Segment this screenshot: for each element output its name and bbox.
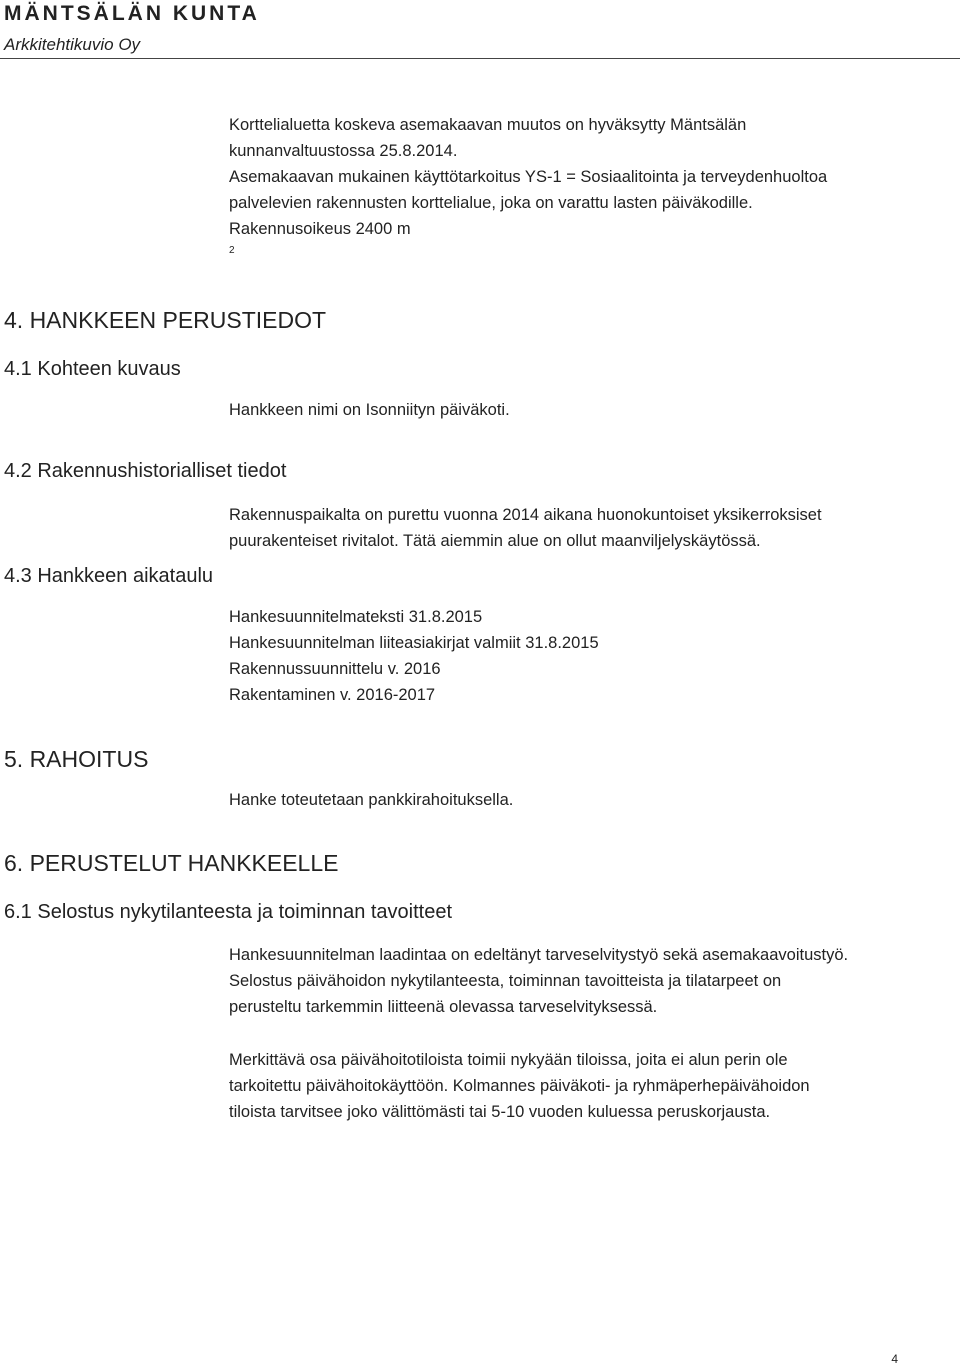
text-line: puurakenteiset rivitalot. Tätä aiemmin alue on ollut maanviljelyskäytössä. [229, 532, 761, 550]
section-4-2-text [229, 502, 822, 554]
intro-line: Korttelialuetta koskeva asemakaavan muutos on hyväksytty Mäntsälän [229, 116, 747, 134]
schedule-list [229, 604, 599, 708]
section-4-heading: 4. HANKKEEN PERUSTIEDOT [4, 307, 327, 333]
schedule-item: Rakennussuunnittelu v. 2016 [229, 660, 441, 678]
text-line: Hankesuunnitelman laadintaa on edeltänyt tarveselvitystyö sekä asemakaavoitustyö. [229, 946, 849, 964]
intro-line: Asemakaavan mukainen käyttötarkoitus YS-1 = Sosiaalitointa ja terveydenhuoltoa [229, 168, 828, 186]
text-line: Rakennuspaikalta on purettu vuonna 2014 aikana huonokuntoiset yksikerroksiset [229, 506, 822, 524]
schedule-item: Hankesuunnitelman liiteasiakirjat valmiit 31.8.2015 [229, 634, 599, 652]
section-6-heading: 6. PERUSTELUT HANKKEELLE [4, 850, 339, 876]
building-right-text: Rakennusoikeus 2400 m [229, 220, 411, 238]
page-number: 4 [891, 1352, 898, 1366]
section-5-text: Hanke toteutetaan pankkirahoituksella. [229, 791, 514, 809]
company-name: Arkkitehtikuvio Oy [4, 35, 141, 54]
text-line: Selostus päivähoidon nykytilanteesta, toiminnan tavoitteista ja tilatarpeet on [229, 972, 782, 990]
text-line: tarkoitettu päivähoitokäyttöön. Kolmannes päiväkoti- ja ryhmäperhepäivähoidon [229, 1077, 810, 1095]
section-6-1-heading: 6.1 Selostus nykytilanteesta ja toiminnan tavoitteet [4, 901, 453, 923]
section-6-1-paragraph-2 [229, 1047, 810, 1125]
section-4-3-heading: 4.3 Hankkeen aikataulu [4, 565, 214, 587]
section-4-2-heading: 4.2 Rakennushistorialliset tiedot [4, 460, 287, 482]
section-4-1-heading: 4.1 Kohteen kuvaus [4, 358, 181, 380]
organization-name: MÄNTSÄLÄN KUNTA [4, 2, 260, 25]
text-line: perusteltu tarkemmin liitteenä olevassa tarveselvityksessä. [229, 998, 658, 1016]
section-6-1-paragraph-1 [229, 942, 848, 1020]
schedule-item: Hankesuunnitelmateksti 31.8.2015 [229, 608, 483, 626]
building-right-exponent: 2 [229, 245, 235, 256]
text-line: Merkittävä osa päivähoitotiloista toimii nykyään tiloissa, joita ei alun perin ole [229, 1051, 788, 1069]
section-4-1-text: Hankkeen nimi on Isonniityn päiväkoti. [229, 401, 510, 419]
intro-line: palvelevien rakennusten korttelialue, joka on varattu lasten päiväkodille. [229, 194, 753, 212]
section-5-heading: 5. RAHOITUS [4, 746, 149, 772]
text-line: tiloista tarvitsee joko välittömästi tai 5-10 vuoden kuluessa peruskorjausta. [229, 1103, 771, 1121]
schedule-item: Rakentaminen v. 2016-2017 [229, 686, 436, 704]
intro-text [229, 112, 827, 268]
intro-line: kunnanvaltuustossa 25.8.2014. [229, 142, 458, 160]
building-right [229, 216, 827, 268]
header-divider [0, 58, 960, 59]
